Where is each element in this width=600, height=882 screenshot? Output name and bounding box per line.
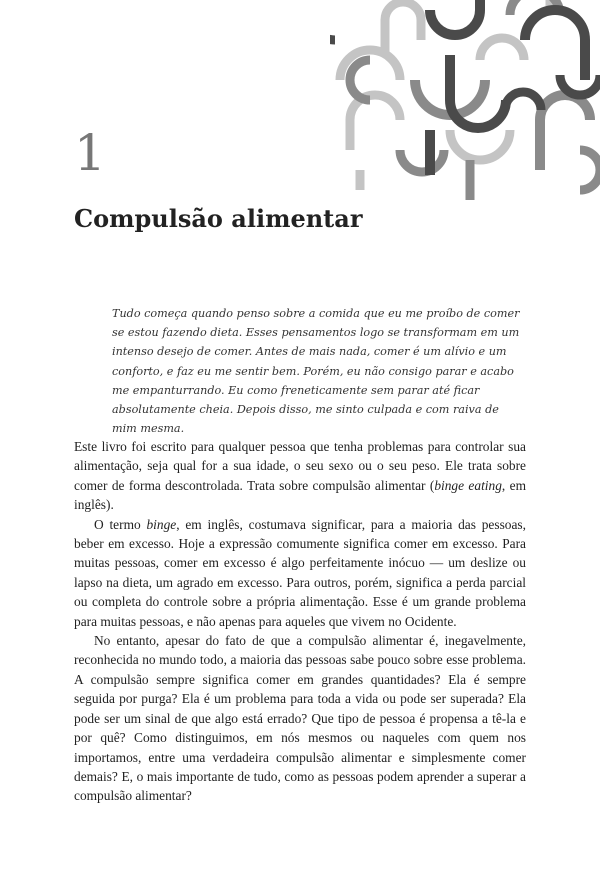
deco-arc — [505, 92, 541, 110]
text-run: Este livro foi escrito para qualquer pessoa que tenha problemas para controlar sua alimentação, seja qual for a sua idade, o seu sexo ou o seu peso. Ele trata sobre comer de forma descontrolada. Trata sobre compulsão alimentar ( — [74, 439, 526, 493]
deco-arc — [580, 150, 600, 190]
deco-arc — [540, 95, 590, 170]
paragraph: No entanto, apesar do fato de que a compulsão alimentar é, inegavelmente, reconhecida no mundo todo, a maioria das pessoas sabe pouco sobre esse problema. A compulsão sempre significa comer em grandes quantidades? Ela é sempre seguida por purga? Ela é um problema para toda a vida ou pode ser superada? Ela pode ser um sinal de que algo está errado? Que tipo de pessoa é propensa a tê-la e por quê? Como distinguimos, em nós mesmos ou naqueles com quem nos importamos, entre uma verdadeira compulsão alimentar e simplesmente comer demais? E, o mais importante de tudo, como as pessoas podem aprender a superar a compulsão alimentar? — [74, 633, 526, 804]
text-run: , em inglês, costumava significar, para a maioria das pessoas, beber em excesso. Hoje a expressão comumente significa comer em excesso. Para muitas pessoas, comer em excesso é algo perfeitamente inócuo — um deslize ou lapso na dieta, um agrado em excesso. Para outros, porém, significa a perda parcial ou completa do controle sobre a própria alimentação. Esse é um grande problema para muitas pessoas, e não apenas para aqueles que vivem no Ocidente. — [74, 516, 526, 629]
chapter-title: Compulsão alimentar — [74, 204, 363, 233]
deco-arc — [385, 2, 421, 55]
deco-arc — [450, 130, 510, 160]
paragraph — [74, 515, 526, 631]
deco-arc — [430, 0, 480, 35]
deco-arc — [330, 0, 335, 40]
emphasis: binge eating — [434, 477, 502, 493]
chapter-number: 1 — [74, 124, 106, 182]
decorative-pattern — [330, 0, 600, 200]
deco-arc — [350, 95, 400, 150]
emphasis: binge — [146, 516, 177, 532]
deco-arc — [400, 150, 444, 172]
deco-arc — [525, 10, 585, 80]
epigraph-quote: Tudo começa quando penso sobre a comida que eu me proíbo de comer se estou fazendo dieta. Esses pensamentos logo se transformam em um intenso desejo de comer. Antes de mais nada, comer é um alívio e um conforto, e faz eu me sentir bem. Porém, eu não consigo parar e acabo me empanturrando. Eu como freneticamente sem parar até ficar absolutamente cheia. Depois disso, me sinto culpada e com raiva de mim mesma. — [112, 307, 520, 436]
deco-arc — [480, 38, 524, 60]
text-run: O termo — [94, 516, 147, 532]
text-run: , em inglês). — [74, 477, 526, 513]
paragraph — [74, 437, 526, 515]
body-text — [74, 437, 526, 806]
